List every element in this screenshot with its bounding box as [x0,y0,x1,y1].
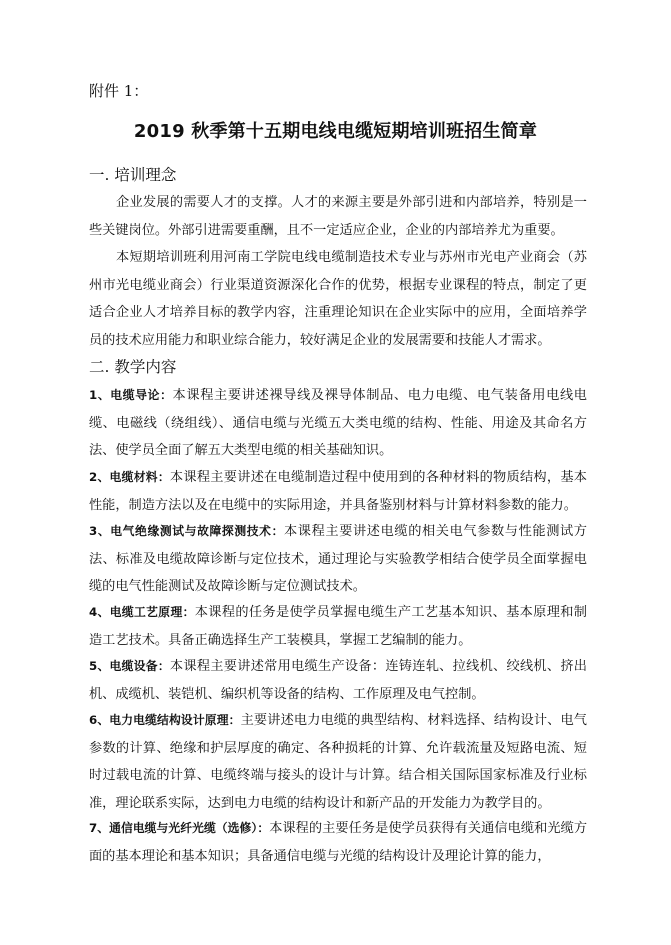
course-item-description: 本课程主要讲述在电缆制造过程中使用到的各种材料的物质结构，基本性能，制造方法以及在电缆中的实际用途，并具备鉴别材料与计算材料参数的能力。 [89,470,587,513]
section-heading-training-concept: 一. 培训理念 [89,166,177,184]
section-heading-teaching-content: 二. 教学内容 [89,358,177,376]
course-item-description: 本课程的主要任务是使学员获得有关通信电缆和光缆方面的基本理论和基本知识；具备通信电缆与光缆的结构设计及理论计算的能力， [89,821,588,864]
course-item-power-cable-design [89,707,587,817]
course-item-description: 本课程主要讲述常用电缆生产设备：连铸连轧、拉线机、绞线机、挤出机、成缆机、装铠机、编织机等设备的结构、工作原理及电气控制。 [89,659,587,702]
course-item-description: 本课程主要讲述裸导线及裸导体制品、电力电缆、电气装备用电线电缆、电磁线（绕组线）、通信电缆与光缆五大类电缆的结构、性能、用途及其命名方法、使学员全面了解五大类型电缆的相关基础知识。 [89,388,587,458]
course-item-title: 1、电缆导论： [89,388,173,402]
paragraph-program-intro: 本短期培训班利用河南工学院电线电缆制造技术专业与苏州市光电产业商会（苏州市光电缆业商会）行业渠道资源深化合作的优势，根据专业课程的特点，制定了更适合企业人才培养目标的教学内容，注重理论知识在企业实际中的应用，全面培养学员的技术应用能力和职业综合能力，较好满足企业的发展需要和技能人才需求。 [89,250,587,348]
course-item-communication-cable [89,815,587,870]
course-item-description: 主要讲述电力电缆的典型结构、材料选择、结构设计、电气参数的计算、绝缘和护层厚度的确定、各种损耗的计算、允许载流量及短路电流、短时过载电流的计算、电缆终端与接头的设计与计算。结合相关国际国家标准及行业标准，理论联系实际，达到电力电缆的结构设计和新产品的开发能力为教学目的。 [89,713,587,811]
course-item-description: 本课程主要讲述电缆的相关电气参数与性能测试方法、标准及电缆故障诊断与定位技术，通过理论与实验教学相结合使学员全面掌握电缆的电气性能测试及故障诊断与定位测试技术。 [89,524,587,594]
course-item-cable-introduction [89,382,587,465]
course-item-description: 本课程的任务是使学员掌握电缆生产工艺基本知识、基本原理和制造工艺技术。具备正确选择生产工装模具，掌握工艺编制的能力。 [89,605,587,648]
attachment-label: 附件 1： [89,82,149,100]
paragraph-talent-need: 企业发展的需要人才的支撑。人才的来源主要是外部引进和内部培养，特别是一些关键岗位。外部引进需要重酬，且不一定适应企业，企业的内部培养尤为重要。 [89,195,587,238]
course-item-title: 4、电缆工艺原理： [89,605,195,619]
course-item-title: 3、电气绝缘测试与故障探测技术： [89,524,284,538]
course-item-title: 7、通信电缆与光纤光缆（选修）： [89,821,270,835]
course-item-title: 6、电力电缆结构设计原理： [89,713,241,727]
course-item-title: 2、电缆材料： [89,470,170,484]
course-item-cable-materials [89,464,587,519]
course-item-process-principles [89,599,587,654]
course-item-cable-equipment [89,653,587,708]
course-item-title: 5、电缆设备： [89,659,170,673]
document-title: 2019 秋季第十五期电线电缆短期培训班招生简章 [133,121,538,142]
course-item-insulation-testing [89,518,587,601]
